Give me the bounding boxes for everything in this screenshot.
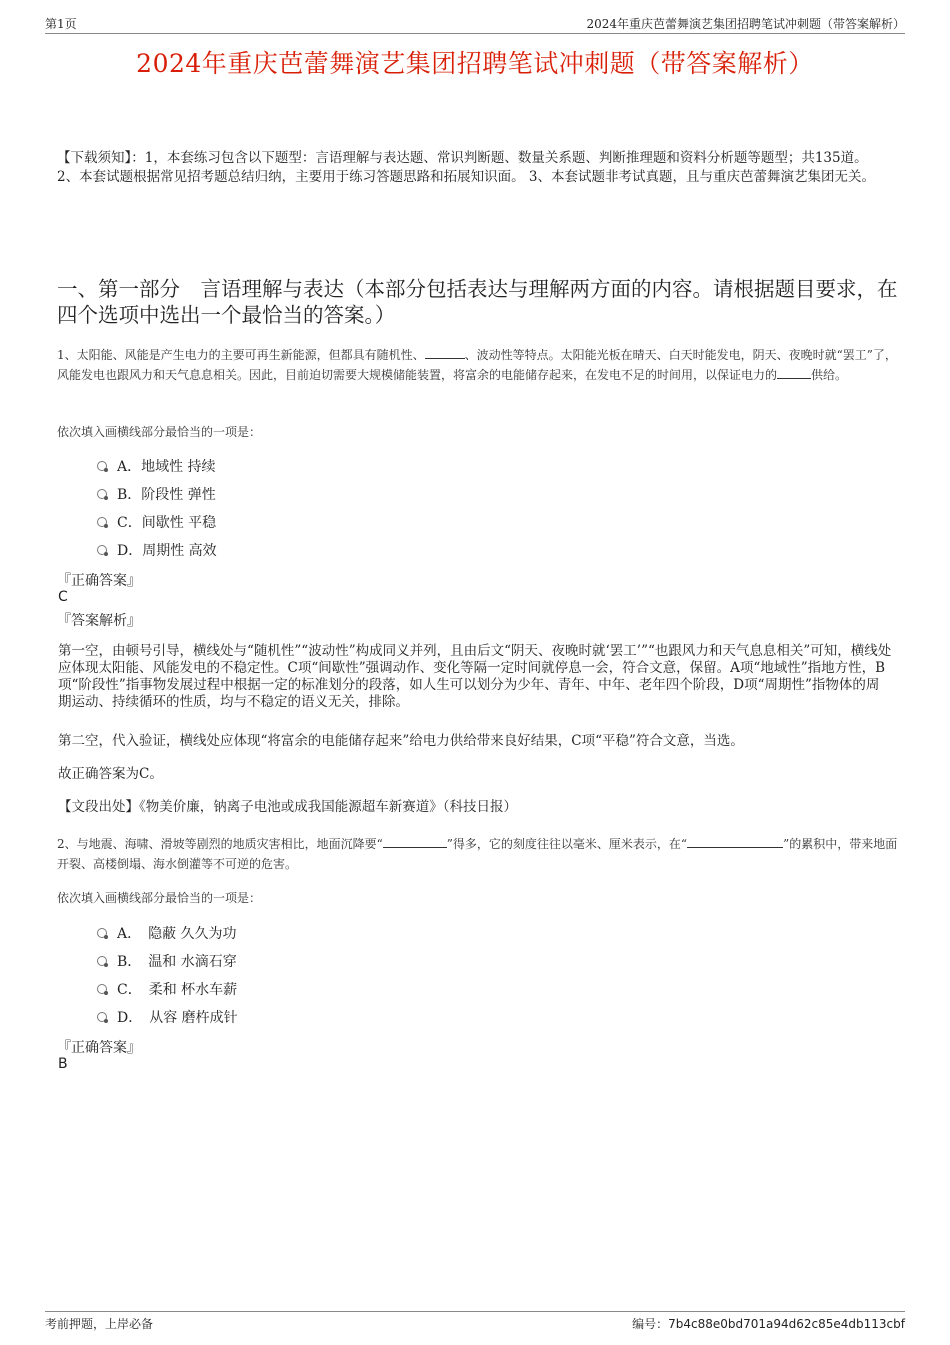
- header-doc-title: 2024年重庆芭蕾舞演艺集团招聘笔试冲刺题（带答案解析）: [586, 17, 905, 31]
- option-d[interactable]: D． 从容 磨杵成针: [97, 1003, 238, 1031]
- page-number: 第1页: [45, 17, 77, 31]
- blank-2: [777, 365, 811, 379]
- question-2-options: [97, 919, 238, 1031]
- correct-answer: B: [58, 1056, 68, 1072]
- section-heading: 一、第一部分 言语理解与表达（本部分包括表达与理解两方面的内容。请根据题目要求，在四个选项中选出一个最恰当的答案。）: [57, 277, 898, 327]
- blank-1: [425, 345, 465, 359]
- download-notice: 【下载须知】：1，本套练习包含以下题型：言语理解与表达题、常识判断题、数量关系题、判断推理题和资料分析题等题型；共135道。 2、本套试题根据常见招考题总结归纳，主要用于练习答题思路和拓展知识面。 3、本套试题非考试真题，且与重庆芭蕾舞演艺集团无关。: [57, 150, 875, 185]
- footer-code: 编号：7b4c88e0bd701a94d62c85e4db113cbf: [632, 1317, 905, 1331]
- option-d[interactable]: D．周期性 高效: [97, 536, 217, 564]
- analysis-paragraph-3: 故正确答案为C。: [58, 766, 163, 782]
- analysis-label: 『答案解析』: [57, 613, 141, 629]
- answer-label: 『正确答案』: [57, 573, 141, 589]
- option-c[interactable]: C．间歇性 平稳: [97, 508, 217, 536]
- page-footer: [45, 1311, 905, 1331]
- question-2-text: 2、与地震、海啸、滑坡等剧烈的地质灾害相比，地面沉降要“ ”得多，它的刻度往往以毫米、厘米表示，在“ ”的累积中，带来地面开裂、高楼倒塌、海水倒灌等不可逆的危害。: [57, 834, 898, 874]
- blank-2: [687, 834, 783, 848]
- radio-icon[interactable]: [97, 545, 107, 555]
- radio-icon[interactable]: [97, 928, 107, 938]
- option-c[interactable]: C． 柔和 杯水车薪: [97, 975, 238, 1003]
- question-1-hint: 依次填入画横线部分最恰当的一项是：: [57, 425, 262, 439]
- page-header: [45, 13, 905, 34]
- option-b[interactable]: B．阶段性 弹性: [97, 480, 217, 508]
- footer-slogan: 考前押题，上岸必备: [45, 1317, 154, 1331]
- radio-icon[interactable]: [97, 461, 107, 471]
- blank-1: [383, 834, 447, 848]
- option-a[interactable]: A． 隐蔽 久久为功: [97, 919, 238, 947]
- option-a[interactable]: A．地域性 持续: [97, 452, 217, 480]
- question-1-options: [97, 452, 217, 564]
- option-b[interactable]: B． 温和 水滴石穿: [97, 947, 238, 975]
- correct-answer: C: [58, 589, 68, 605]
- radio-icon[interactable]: [97, 489, 107, 499]
- page-title: 2024年重庆芭蕾舞演艺集团招聘笔试冲刺题（带答案解析）: [136, 49, 814, 78]
- question-2-hint: 依次填入画横线部分最恰当的一项是：: [57, 891, 262, 905]
- radio-icon[interactable]: [97, 1012, 107, 1022]
- answer-label: 『正确答案』: [57, 1040, 141, 1056]
- radio-icon[interactable]: [97, 956, 107, 966]
- question-1-text: 1、太阳能、风能是产生电力的主要可再生新能源，但都具有随机性、 、波动性等特点。太阳能光板在晴天、白天时能发电，阴天、夜晚时就“罢工”了，风能发电也跟风力和天气息息相关。因此，目前迫切需要大规模储能装置，将富余的电能储存起来，在发电不足的时间用，以保证电力的 供给。: [57, 345, 898, 385]
- source-citation: 【文段出处】《物美价廉，钠离子电池或成我国能源超车新赛道》（科技日报）: [58, 799, 517, 815]
- analysis-paragraph-2: 第二空，代入验证，横线处应体现“将富余的电能储存起来”给电力供给带来良好结果，C项“平稳”符合文意，当选。: [58, 733, 744, 749]
- radio-icon[interactable]: [97, 517, 107, 527]
- analysis-paragraph-1: 第一空，由顿号引导，横线处与“随机性”“波动性”构成同义并列，且由后文“阴天、夜晚时就‘罢工’”“也跟风力和天气息息相关”可知，横线处应体现太阳能、风能发电的不稳定性。C项“间歇性”强调动作、变化等隔一定时间就停息一会，符合文意，保留。A项“地域性”指地方性，B项“阶段性”指事物发展过程中根据一定的标准划分的段落，如人生可以划分为少年、青年、中年、老年四个阶段，D项“周期性”指物体的周期运动、持续循环的性质，均与不稳定的语义无关，排除。: [58, 643, 892, 710]
- radio-icon[interactable]: [97, 984, 107, 994]
